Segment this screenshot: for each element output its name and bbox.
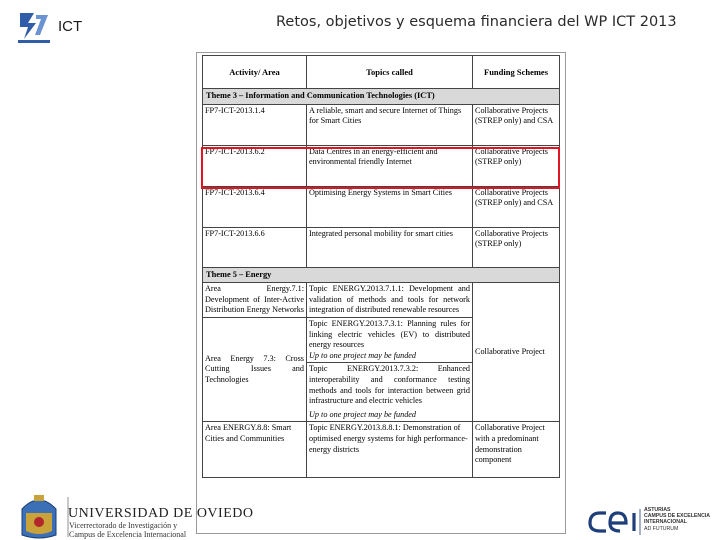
- table-row: [203, 104, 560, 145]
- cei-line-4: AD FUTURUM: [644, 525, 679, 532]
- funding-cell: Collaborative Project: [473, 283, 560, 422]
- funding-cell: Collaborative Project with a predominant demonstration component: [473, 422, 560, 478]
- topic-note: Up to one project may be funded: [309, 350, 417, 360]
- fp7-logo: [14, 9, 54, 45]
- header-topics-called: Topics called: [307, 56, 473, 89]
- theme-3-row: [203, 89, 560, 105]
- cei-text: [644, 507, 710, 532]
- funding-table: [202, 55, 560, 478]
- table-row: [203, 283, 560, 318]
- cei-line-1: ASTURIAS: [644, 507, 671, 513]
- funding-cell: Collaborative Projects (STREP only) and CSA: [473, 104, 560, 145]
- topic-text: Topic ENERGY.2013.7.3.1: Planning rules for linking electric vehicles (EV) to distributed energy resources: [309, 318, 470, 350]
- table-row: [203, 227, 560, 267]
- topic-cell: Topic ENERGY.2013.8.8.1: Demonstration of optimised energy systems for high performance-energy districts: [307, 422, 473, 478]
- university-subtitle: [69, 521, 186, 539]
- area-cell: Area Energy.7.1: Development of Inter-Active Distribution Energy Networks: [203, 283, 307, 318]
- slide-title: Retos, objetivos y esquema financiera del WP ICT 2013: [276, 14, 677, 30]
- area-cell: Area ENERGY.8.8: Smart Cities and Communities: [203, 422, 307, 478]
- funding-cell: Collaborative Projects (STREP only): [473, 145, 560, 186]
- topic-cell: Integrated personal mobility for smart cities: [307, 227, 473, 267]
- table-header-row: [203, 56, 560, 89]
- topic-note: Up to one project may be funded: [309, 409, 417, 419]
- theme-3-title: Theme 3 – Information and Communication Technologies (ICT): [203, 89, 560, 105]
- table-row: [203, 186, 560, 227]
- table-row: [203, 422, 560, 478]
- document-scan: [196, 52, 566, 534]
- theme-5-title: Theme 5 – Energy: [203, 267, 560, 283]
- funding-cell: Collaborative Projects (STREP only): [473, 227, 560, 267]
- funding-cell: Collaborative Projects (STREP only) and CSA: [473, 186, 560, 227]
- topic-cell: Data Centres in an energy-efficient and environmental friendly Internet: [307, 145, 473, 186]
- theme-5-row: [203, 267, 560, 283]
- ict-label: ICT: [58, 18, 83, 35]
- topic-cell: A reliable, smart and secure Internet of Things for Smart Cities: [307, 104, 473, 145]
- university-name: UNIVERSIDAD DE OVIEDO: [68, 506, 254, 521]
- header-funding-schemes: Funding Schemes: [473, 56, 560, 89]
- area-cell: FP7-ICT-2013.6.2: [203, 145, 307, 186]
- university-subtitle-line1: Vicerrectorado de Investigación y: [69, 521, 178, 530]
- highlight-box: [201, 147, 560, 189]
- area-cell: Area Energy 7.3: Cross Cutting Issues and Technologies: [203, 317, 307, 421]
- topic-cell: Optimising Energy Systems in Smart Cities: [307, 186, 473, 227]
- cei-line-3: INTERNACIONAL: [644, 519, 687, 526]
- header-activity-area: Activity/ Area: [203, 56, 307, 89]
- area-cell: FP7-ICT-2013.6.6: [203, 227, 307, 267]
- university-subtitle-line2: Campus de Excelencia Internacional: [69, 530, 187, 539]
- topic-text: Topic ENERGY.2013.7.3.2: Enhanced interoperability and conformance testing methods and tools for interaction between grid infrastructure and electric vehicles: [309, 364, 470, 406]
- cei-line-2: CAMPUS DE EXCELENCIA: [644, 513, 711, 520]
- topic-cell: [307, 363, 473, 422]
- area-cell: FP7-ICT-2013.6.4: [203, 186, 307, 227]
- topic-cell: Topic ENERGY.2013.7.1.1: Development and validation of methods and tools for network integration of distributed renewable resources: [307, 283, 473, 318]
- area-cell: FP7-ICT-2013.1.4: [203, 104, 307, 145]
- topic-cell: [307, 317, 473, 362]
